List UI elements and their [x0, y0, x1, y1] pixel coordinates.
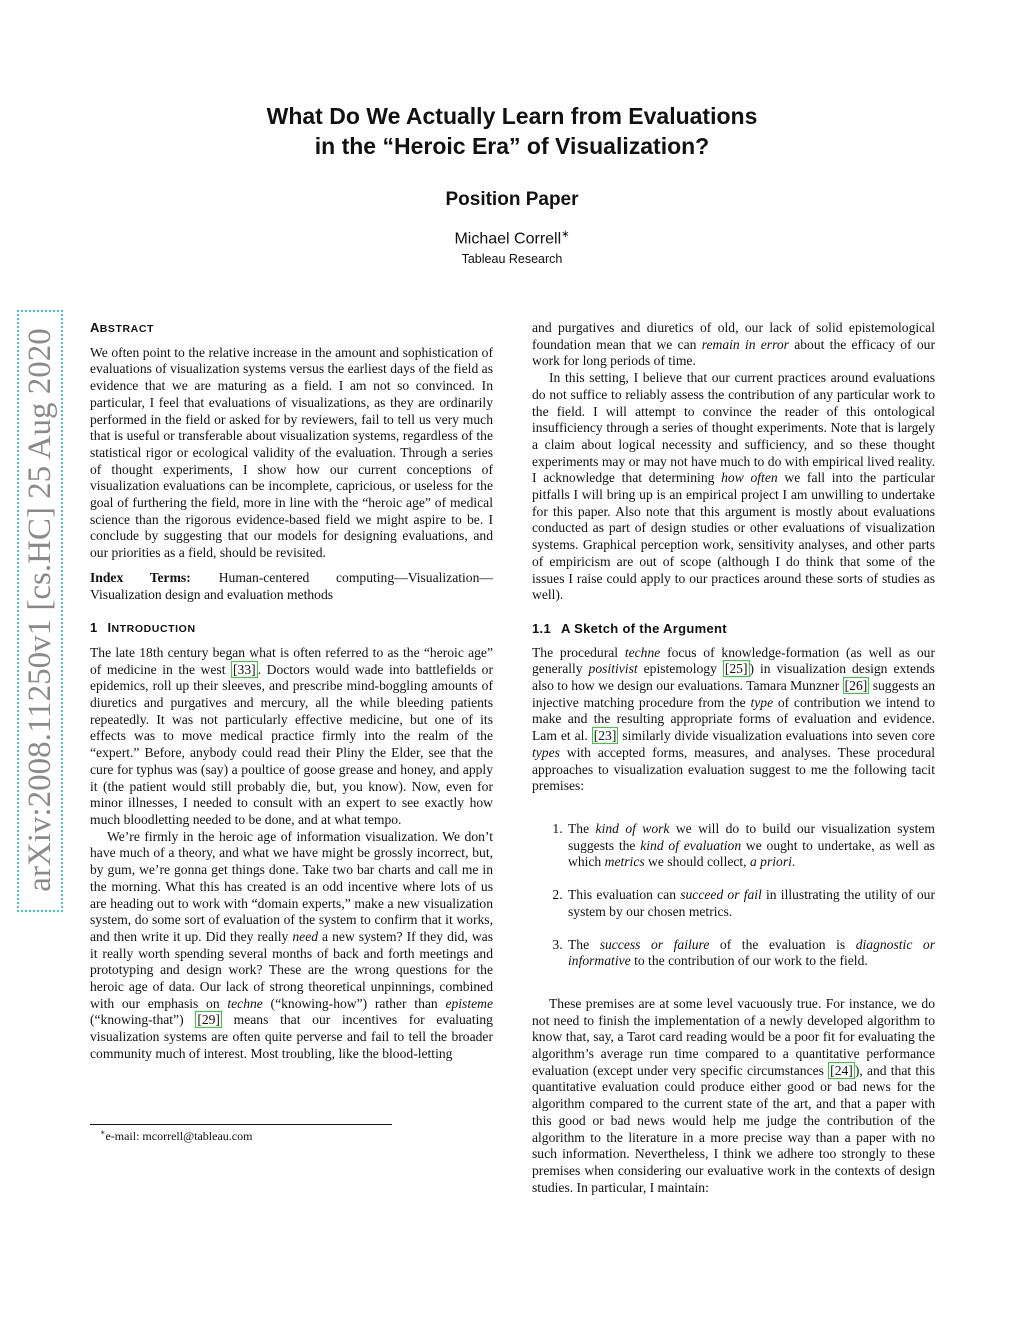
arxiv-identifier[interactable]: arXiv:2008.11250v1 [cs.HC] 25 Aug 2020 [22, 328, 58, 892]
text-run: with accepted forms, measures, and analyses. These procedural approaches to visualization evaluation suggest to me the following tacit premises: [532, 744, 935, 794]
section-1-heading-rest: NTRODUCTION [111, 623, 196, 636]
author-name [0, 229, 1024, 248]
intro-paragraph-2 [90, 829, 493, 1063]
citation-link[interactable]: [29] [197, 1012, 220, 1028]
citation-link[interactable]: [26] [844, 678, 868, 694]
footnote-email[interactable]: e-mail: mcorrell@tableau.com [105, 1129, 253, 1143]
text-run: of contribution we intend to make and the resulting appropriate forms of evaluation and evidence. Lam et al. [532, 694, 935, 744]
text-run: (“knowing-that”) [90, 1012, 196, 1028]
abstract-body: We often point to the relative increase in the amount and sophistication of evaluations of visualization systems versus the earliest days of the field as evidence that we are maturing as a field. I am not so convinced. In particular, I feel that evaluations of visualizations, as they are ordinarily performed in the field or asked for by reviewers, fail to tell us very much that is useful or transferable about visualization systems, regardless of the statistical rigor or ecological validity of the evaluation. Through a series of thought experiments, I show how our current conceptions of visualization evaluations can be incomplete, capricious, or useless for the goal of furthering the field, more in line with the “heroic age” of medical science than the rigorous evidence-based field we might aspire to be. I conclude by suggesting that our models for designing evaluations, and our priorities as a field, should be revisited. [90, 344, 493, 561]
sketch-paragraph-2 [532, 996, 935, 1196]
footnote [100, 1128, 252, 1144]
section-1-1-number: 1.1 [532, 620, 551, 636]
title-line-2: in the “Heroic Era” of Visualization? [314, 133, 710, 159]
text-run: ) in visualization design extends also to how we design our evaluations. Tamara Munzner [532, 661, 935, 694]
emphasis: kind of work [595, 820, 670, 836]
citation-link[interactable]: [24] [830, 1062, 853, 1078]
emphasis: techne [227, 995, 263, 1011]
paper-title [150, 101, 874, 161]
text-run: In this setting, I believe that our current practices around evaluations do not suffice to reliably assess the contribution of any particular work to the field. I will attempt to convince the reader of this ontological insufficiency through a series of thought experiments. Note that is largely a claim about logical necessity and sufficiency, and so these thought experiments may or may not have much to do with empirical lived reality. I acknowledge that determining [532, 370, 935, 486]
text-run: a new system? If they did, was it really worth spending several months of back and forth meetings and prototyping and design work? These are the wrong questions for the heroic age of data. Our lack of strong theoretical unpinnings, combined with our emphasis on [90, 928, 493, 1011]
text-run: This evaluation can [568, 887, 681, 903]
citation-link[interactable]: [23] [593, 728, 617, 744]
section-1-1-heading [532, 621, 935, 638]
section-1-number: 1 [90, 620, 98, 636]
index-terms-text: Human-centered computing—Visualization—Visualization design and evaluation methods [90, 569, 493, 602]
premise-item-2 [566, 887, 935, 920]
emphasis: success or failure [599, 936, 710, 952]
author-name-text: Michael Correll [454, 230, 562, 248]
text-run: epistemology [637, 661, 723, 677]
text-run: we ought to undertake, as well as which [568, 837, 935, 870]
abstract-heading [90, 320, 493, 338]
text-run: we fall into the particular pitfalls I will bring up is an empirical project I am unwilling to undertake for this paper. Also note that this argument is mostly about evaluations conducted as part of design studies or other evaluations of visualization systems. Graphical perception work, sensitivity analyses, and other parts of empiricism are out of scope (although I do think that some of the issues I raise could apply to our practices around these sorts of studies as well). [532, 470, 935, 603]
text-run: The procedural [532, 644, 625, 660]
abstract-heading-initial: A [90, 320, 100, 335]
intro-paragraph-2-continued [532, 320, 935, 370]
text-run: about the efficacy of our work for long periods of time. [532, 336, 935, 369]
emphasis: kind of evaluation [640, 837, 742, 853]
text-run: These premises are at some level vacuously true. For instance, we do not need to finish the implementation of a newly developed algorithm to know that, say, a Tarot card reading would be a poor fit for evaluating the algorithm’s average run time compared to a quantitative performance evaluation (except under very specific circumstances [532, 995, 935, 1078]
emphasis: need [292, 928, 319, 944]
section-1-heading [90, 620, 493, 638]
paper-subtitle: Position Paper [445, 189, 579, 210]
right-column [532, 320, 935, 1196]
author-affiliation: Tableau Research [461, 252, 563, 266]
title-line-1: What Do We Actually Learn from Evaluations [266, 103, 758, 129]
text-run: (“knowing-how”) rather than [262, 995, 446, 1011]
left-column [90, 320, 493, 1063]
text-run: and purgatives and diuretics of old, our lack of solid epistemological foundation mean that we can [532, 320, 935, 352]
intro-paragraph-1 [90, 645, 493, 829]
premises-list [532, 821, 935, 970]
text-run: . [791, 854, 796, 870]
text-run: means that our incentives for evaluating visualization systems are often quite perverse and fail to tell the broader community much of interest. Most troubling, like the blood-letting [90, 1012, 493, 1061]
text-run: we will do to build our visualization system suggests the [568, 820, 935, 853]
emphasis: diagnostic or informative [568, 936, 935, 969]
text-run: The [568, 820, 596, 836]
emphasis: episteme [445, 995, 493, 1011]
emphasis: remain in error [701, 336, 789, 352]
text-run: suggests an injective matching procedure from the [532, 678, 935, 710]
emphasis: types [532, 744, 560, 760]
footnote-mark: ∗ [100, 1128, 106, 1137]
text-run: to the contribution of our work to the field. [630, 953, 868, 969]
sketch-paragraph-1 [532, 645, 935, 795]
citation-link[interactable]: [25] [724, 661, 748, 677]
abstract-heading-rest: BSTRACT [99, 323, 155, 335]
section-1-1-title: A Sketch of the Argument [560, 620, 727, 636]
index-terms-label: Index Terms: [90, 569, 191, 585]
text-run: The [568, 936, 600, 952]
premise-item-1 [566, 821, 935, 871]
emphasis: positivist [588, 661, 638, 677]
text-run: of the evaluation is [709, 936, 856, 952]
author-footnote-mark[interactable]: ∗ [561, 229, 570, 240]
emphasis: succeed or fail [680, 887, 762, 903]
text-run: ), and that this quantitative evaluation could produce either good or bad news for the algorithm compared to the current state of the art, and that a paper with this good or bad news would help me judge the contribution of the algorithm to the literature in a more precise way than a paper with no such information. Nevertheless, I think we adhere too strongly to these premises when considering our evaluative work in the contexts of design studies. In particular, I maintain: [532, 1062, 935, 1195]
emphasis: how often [721, 470, 778, 486]
citation-link[interactable]: [33] [233, 661, 256, 677]
text-run: The late 18th century began what is often referred to as the “heroic age” of medicine in the west [90, 644, 493, 677]
text-run: we should collect, [644, 854, 750, 870]
premise-item-3 [566, 937, 935, 970]
emphasis: metrics [604, 854, 645, 870]
index-terms [90, 570, 493, 603]
text-run: We’re firmly in the heroic age of information visualization. We don’t have much of a theory, and what we have might be grossly incorrect, but, by gum, we’re gonna get things done. Take two bar charts and call me in the morning. What this has created is an odd incentive where lots of us are heading out to work with “domain experts,” make a new visualization system, do some sort of evaluation of the system to confirm that it works, and then write it up. Did they really [90, 828, 493, 944]
intro-paragraph-3 [532, 370, 935, 604]
footnote-divider [90, 1124, 392, 1125]
text-run: focus of knowledge-formation (as well as our generally [532, 644, 935, 677]
text-run: in illustrating the utility of our system by our chosen metrics. [568, 887, 935, 919]
text-run: . Doctors would wade into battlefields or epidemics, roll up their sleeves, and prescribe mind-boggling amounts of diuretics and purgatives and mercury, all the while bleeding patients repeatedly. It was not particularly effective medicine, but one of its effects was to move medical practice firmly into the realm of the “expert.” Before, anybody could read their Pliny the Elder, see that the cure for typhus was (say) a poultice of goose grease and honey, and apply it (the patient would still probably die, but, you know). Now, even for minor illnesses, I needed to consult with an expert to see exactly how much bloodletting needed to be done, and at what tempo. [90, 661, 493, 827]
emphasis: type [750, 694, 774, 710]
text-run: similarly divide visualization evaluations into seven core [618, 728, 935, 744]
emphasis: techne [624, 644, 661, 660]
emphasis: a priori [749, 854, 792, 870]
section-1-heading-initial: I [107, 620, 112, 636]
